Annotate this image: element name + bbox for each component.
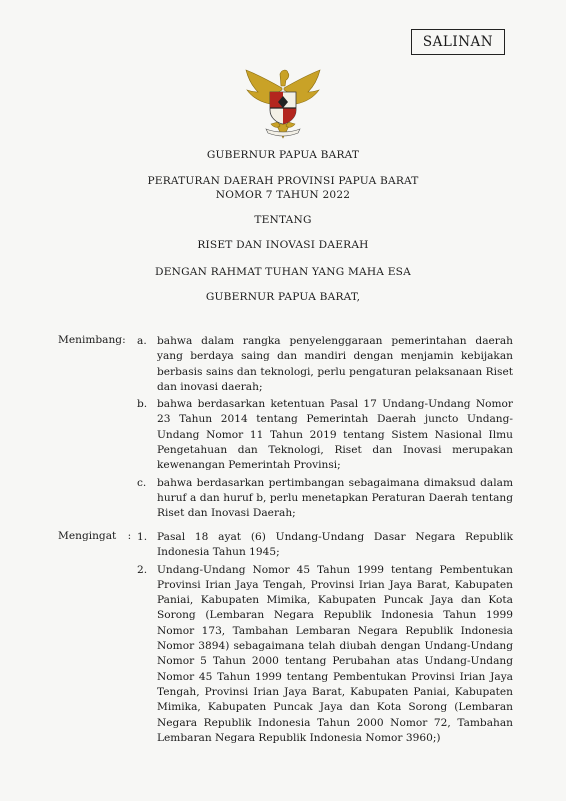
list-item — [137, 530, 513, 561]
item-text: bahwa dalam rangka penyelenggaraan pemerintahan daerah yang berdaya saing dan mandiri dengan menjamin kebijakan berbasis sains dan teknologi, perlu pengaturan pelaksanaan Riset dan inovasi daerah; — [157, 335, 513, 393]
list-item — [137, 334, 513, 395]
item-marker: a. — [137, 335, 147, 347]
mengingat-colon: : — [127, 530, 132, 542]
subject-heading: RISET DAN INOVASI DAERAH — [197, 239, 369, 251]
item-marker: 2. — [137, 563, 148, 576]
item-text: bahwa berdasarkan ketentuan Pasal 17 Undang-Undang Nomor 23 Tahun 2014 tentang Pemerintah Daerah juncto Undang-Undang Nomor 11 Tahun 2019 tentang Sistem Nasional Ilmu Pengetahuan dan Teknologi, Riset dan Inovasi merupakan kewenangan Pemerintah Provinsi; — [157, 398, 513, 472]
regulation-title-line1: PERATURAN DAERAH PROVINSI PAPUA BARAT — [147, 175, 419, 187]
list-item — [137, 563, 513, 747]
governor-heading: GUBERNUR PAPUA BARAT — [206, 149, 360, 161]
list-item — [137, 476, 513, 522]
item-text: Undang-Undang Nomor 45 Tahun 1999 tentang Pembentukan Provinsi Irian Jaya Tengah, Provinsi Irian Jaya Barat, Kabupaten Paniai, Kabupaten Mimika, Kabupaten Puncak Jaya dan Kota Sorong (Lembaran Negara Republik Indonesia Tahun 1999 Nomor 173, Tambahan Lembaran Negara Republik Indonesia Nomor 3894) sebagaimana telah diubah dengan Undang-Undang Nomor 5 Tahun 2000 tentang Perubahan atas Undang-Undang Nomor 45 Tahun 1999 tentang Pembentukan Provinsi Irian Jaya Tengah, Provinsi Irian Jaya Barat, Kabupaten Paniai, Kabupaten Mimika, Kabupaten Puncak Jaya dan Kota Sorong (Lembaran Negara Republik Indonesia Tahun 2000 Nomor 72, Tambahan Lembaran Negara Republik Indonesia Nomor 3960;) — [157, 563, 513, 744]
item-marker: b. — [137, 398, 148, 411]
tentang-heading: TENTANG — [254, 214, 312, 226]
item-text: bahwa berdasarkan pertimbangan sebagaimana dimaksud dalam huruf a dan huruf b, perlu menetapkan Peraturan Daerah tentang Riset dan Inovasi Daerah; — [157, 476, 513, 520]
mengingat-label-text: Mengingat — [58, 530, 117, 542]
salinan-stamp: SALINAN — [411, 29, 505, 55]
garuda-emblem-icon — [238, 66, 328, 146]
list-item — [137, 397, 513, 473]
governor-comma-line: GUBERNUR PAPUA BARAT, — [205, 291, 361, 303]
regulation-title-line2: NOMOR 7 TAHUN 2022 — [215, 189, 351, 201]
mengingat-label — [58, 530, 131, 542]
item-marker: 1. — [137, 531, 148, 543]
blessing-line: DENGAN RAHMAT TUHAN YANG MAHA ESA — [155, 266, 411, 278]
menimbang-list — [137, 334, 513, 522]
item-marker: c. — [137, 476, 147, 489]
menimbang-label: Menimbang: — [58, 334, 126, 346]
mengingat-list — [137, 530, 513, 746]
item-text: Pasal 18 ayat (6) Undang-Undang Dasar Negara Republik Indonesia Tahun 1945; — [157, 531, 513, 559]
